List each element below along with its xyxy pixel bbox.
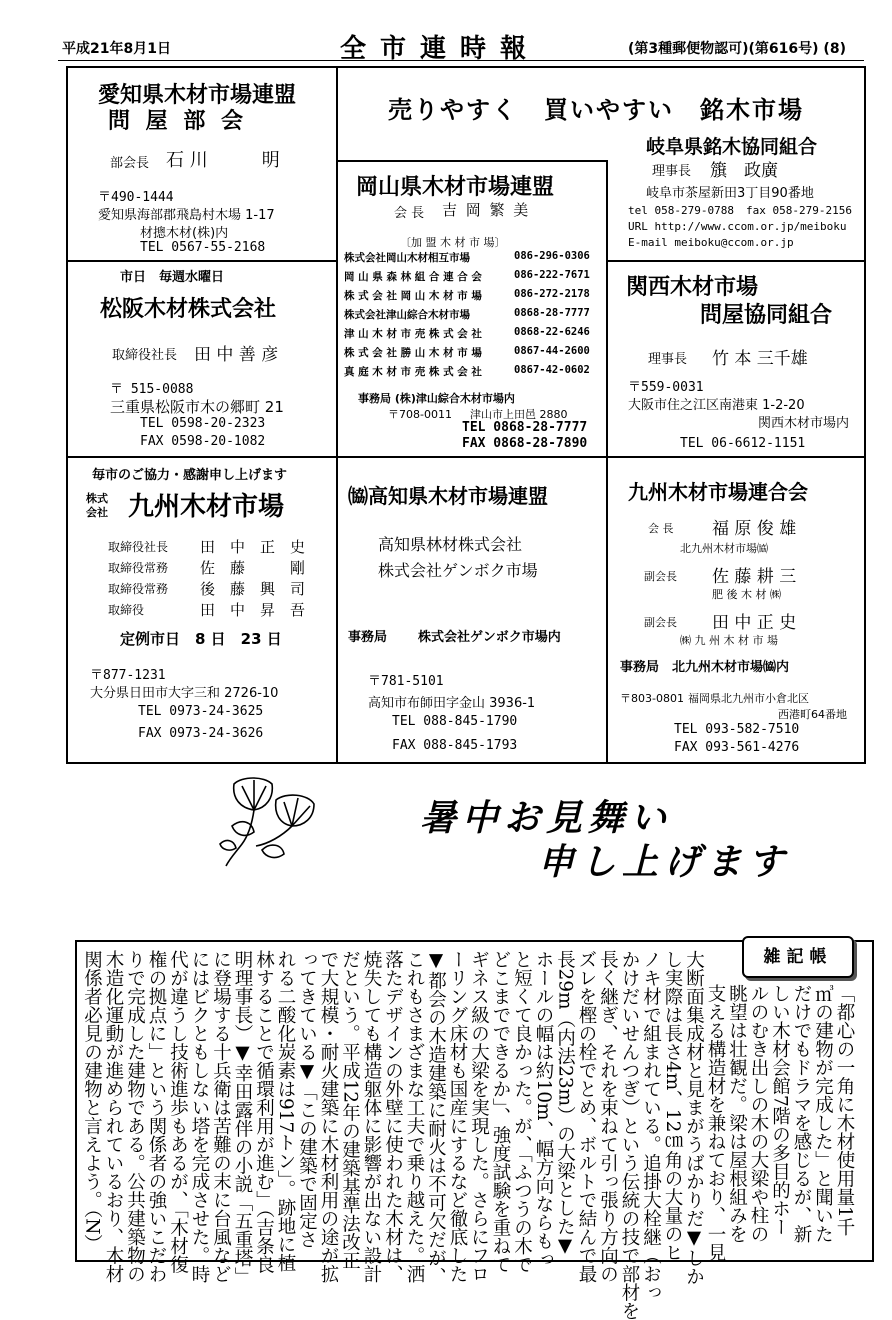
zakki-column-line: 「都心の一角に木材使用量1千	[834, 984, 855, 1237]
zakki-column-line: ギネス級の大梁を実現した。さらにフロ	[468, 950, 490, 1283]
okayama-member-tel: 086-296-0306	[514, 250, 590, 262]
ad-kochi-member1: 高知県林材株式会社	[378, 535, 523, 554]
ad-meiboku-role: 理事長	[652, 164, 692, 179]
okayama-member-tel: 086-222-7671	[514, 269, 590, 281]
morning-glory-illustration	[212, 774, 332, 870]
ad-kansai-name2: 問屋協同組合	[700, 303, 833, 328]
zakki-column-line: 支える構造材を兼ねており、一見	[705, 984, 726, 1262]
zakki-column-line: 落たデザインの外壁に使われた木材は、	[382, 950, 404, 1283]
issue-info: (第3種郵便物認可)(第616号) (8)	[628, 41, 846, 57]
ad-kochi-fax: FAX 088-845-1793	[392, 738, 518, 753]
okayama-member-name: 株 式 会 社 勝 山 木 材 市 場	[344, 347, 482, 359]
ad-okayama-tel: TEL 0868-28-7777	[462, 420, 588, 435]
ad-matsusaka	[66, 260, 338, 458]
ad-kyushu-union	[606, 456, 866, 764]
ad-matsusaka-address: 三重県松阪市木の郷町 21	[110, 398, 284, 416]
greeting-line2: 申し上げます	[538, 841, 791, 883]
ad-kyushu-prefix2: 会社	[86, 506, 108, 519]
ad-kyushu-thanks: 毎市のご協力・感謝申し上げます	[92, 468, 288, 483]
ad-kochi-member2: 株式会社ゲンボク市場	[378, 561, 538, 580]
zakki-column-line: ズレを樫の栓でとめ、ボルトで結んで最	[576, 950, 597, 1283]
newspaper-title: 全市連時報	[340, 34, 541, 64]
issue-date: 平成21年8月1日	[62, 41, 171, 57]
okayama-member-name: 岡 山 県 森 林 組 合 連 合 会	[344, 271, 482, 283]
ad-kyushu-union-org2: 肥 後 木 材 ㈱	[712, 588, 781, 601]
ad-kyushu-fax: FAX 0973-24-3626	[138, 726, 264, 741]
ad-kyushu-address: 大分県日田市大字三和 2726-10	[90, 686, 279, 701]
zakki-column-line: ノキ材で組まれている。追掛大栓継（おっ	[640, 950, 662, 1302]
zakki-column-line: ㎥の建物が完成した」と聞いた	[812, 984, 834, 1243]
zakki-column-line: ーリング床材も国産にするなど徹底した	[447, 950, 468, 1283]
ad-kyushu-union-office: 事務局 北九州木材市場㈿内	[620, 660, 790, 675]
ad-kochi-tel: TEL 088-845-1790	[392, 714, 518, 729]
zakki-column-line: りで完成した建物である。公共建築物の	[124, 950, 146, 1283]
ad-kansai	[606, 260, 866, 458]
ad-kyushu-union-name: 九州木材市場連合会	[628, 480, 808, 504]
ad-meiboku-slogan: 売りやすく 買いやすい 銘木市場	[388, 95, 804, 124]
ad-aichi-postal: 〒490-1444	[98, 190, 174, 205]
ad-meiboku-email: E-mail meiboku@ccom.or.jp	[628, 236, 794, 249]
okayama-member-name: 株式会社岡山木材相互市場	[344, 252, 470, 264]
ad-okayama-name: 岡山県木材市場連盟	[356, 175, 555, 200]
ad-kyushu-union-fax: FAX 093-561-4276	[674, 740, 800, 755]
ad-kansai-person: 竹 本 三千雄	[712, 349, 808, 369]
ad-kansai-address: 大阪市住之江区南港東 1-2-20	[628, 398, 805, 413]
zakki-column-line: 大断面集成材と見まがうばかりだ▼しか	[683, 950, 705, 1286]
zakki-column-line: 権の拠点に」という関係者の強いこだわ	[146, 950, 167, 1283]
okayama-member-name: 真 庭 木 材 市 売 株 式 会 社	[344, 366, 482, 378]
ad-kyushu-union-role3: 副会長	[644, 616, 677, 629]
kyushu-officer-role: 取締役常務	[108, 582, 169, 596]
ad-aichi-name1: 愛知県木材市場連盟	[98, 83, 297, 108]
okayama-member-name: 株式会社津山綜合木材市場	[344, 309, 470, 321]
kyushu-officer-role: 取締役社長	[108, 540, 169, 554]
okayama-member-tel: 086-272-2178	[514, 288, 590, 300]
ad-kochi-address: 高知市布師田字金山 3936-1	[368, 696, 536, 711]
okayama-member-name: 津 山 木 材 市 売 株 式 会 社	[344, 328, 482, 340]
zakki-column-line: 長く継ぎ、それを束ねて引っ張り方向の	[597, 950, 619, 1283]
ad-aichi-person: 石 川 明	[166, 150, 280, 171]
okayama-member-row	[344, 326, 602, 341]
zakki-label: 雑記帳	[742, 936, 854, 978]
zakki-column-line: 関係者必見の建物と言えよう。（N）	[81, 950, 103, 1253]
ad-meiboku-body	[606, 126, 866, 262]
ad-kyushu-union-org1: 北九州木材市場㈿	[680, 542, 768, 555]
ad-kyushu-union-person2: 佐 藤 耕 三	[712, 567, 797, 587]
ad-okayama-office: 事務局 (株)津山綜合木材市場内	[358, 392, 515, 405]
zakki-column-line: ってきている▼「この建築で固定さ	[296, 950, 318, 1249]
ad-meiboku-tel: tel 058-279-0788	[628, 204, 734, 217]
zakki-column-line: し実際は長さ4m、12㎝角の大量のヒ	[662, 950, 683, 1262]
ad-kyushu-union-org3: ㈱ 九 州 木 材 市 場	[680, 634, 778, 647]
ad-meiboku-fax: fax 058-279-2156	[746, 204, 852, 217]
ad-okayama-address: 津山市上田邑 2880	[470, 408, 568, 421]
ad-aichi-address2: 材摠木材(株)内	[140, 226, 229, 241]
ad-meiboku-org: 岐阜県銘木協同組合	[646, 136, 818, 158]
ad-kyushu-union-person3: 田 中 正 史	[712, 613, 797, 633]
zakki-column-line: と短くて良かった。が、「ふつうの木で	[511, 950, 533, 1274]
okayama-member-tel: 0868-28-7777	[514, 307, 590, 319]
okayama-member-row	[344, 307, 602, 322]
okayama-member-row	[344, 364, 602, 379]
kyushu-officer-person: 後 藤 興 司	[200, 580, 306, 598]
ad-okayama-person: 吉 岡 繁 美	[442, 201, 531, 219]
ad-kochi-name: ㈿高知県木材市場連盟	[348, 484, 548, 508]
ad-aichi	[66, 66, 338, 262]
ad-matsusaka-person: 田 中 善 彦	[194, 345, 279, 365]
ad-kyushu-prefix1: 株式	[86, 492, 108, 505]
okayama-member-tel: 0867-42-0602	[514, 364, 590, 376]
zakki-column-line: にはビクともしない塔を完成させた。時	[189, 950, 210, 1283]
zakki-column-line: どこまでできるか」、強度試験を重ねて	[490, 950, 511, 1274]
zakki-column-line: 焼失しても構造躯体に影響が出ない設計	[361, 950, 382, 1283]
ad-matsusaka-fax: FAX 0598-20-1082	[140, 434, 266, 449]
ad-aichi-tel: TEL 0567-55-2168	[140, 240, 266, 255]
zakki-column-line: 林することで循環利用が進む」（吉条良	[253, 950, 275, 1274]
kyushu-officer-role: 取締役	[108, 603, 145, 617]
kyushu-officer-person: 田 中 正 史	[200, 538, 306, 556]
okayama-member-row	[344, 345, 602, 360]
ad-aichi-address: 愛知県海部郡飛島村木場 1-17	[98, 208, 275, 223]
ad-kyushu-union-role1: 会 長	[648, 522, 674, 535]
header-rule	[58, 60, 864, 61]
ad-kyushu-union-person1: 福 原 俊 雄	[712, 519, 797, 539]
ad-kyushu-name: 九州木材市場	[128, 492, 285, 522]
okayama-member-row	[344, 250, 602, 265]
kyushu-officer-person: 佐 藤 剛	[200, 559, 306, 577]
zakki-column-line: ▼都会の木造建築に耐火は不可欠だが、	[425, 950, 447, 1286]
ad-kyushu-postal: 〒877-1231	[90, 668, 166, 683]
zakki-column-line: 眺望は壮観だ。梁は屋根組みを	[726, 984, 748, 1243]
ad-kyushu-union-tel: TEL 093-582-7510	[674, 722, 800, 737]
zakki-column-line: 木造化運動が進められているおり、木材	[103, 950, 124, 1283]
ad-kansai-address2: 関西木材市場内	[758, 416, 850, 431]
ad-kansai-role: 理事長	[648, 352, 688, 367]
okayama-member-row	[344, 288, 602, 303]
ad-kochi	[336, 456, 608, 764]
ad-kyushu	[66, 456, 338, 764]
ad-meiboku-address: 岐阜市茶屋新田3丁目90番地	[646, 186, 814, 201]
okayama-member-tel: 0867-44-2600	[514, 345, 590, 357]
zakki-column-line: これもさまざまな工夫で乗り越えた。洒	[404, 950, 425, 1283]
ad-okayama-sub: 〔加 盟 木 材 市 場〕	[400, 236, 506, 249]
ad-okayama-postal: 〒708-0011	[388, 408, 452, 421]
kyushu-officer-person: 田 中 昇 吾	[200, 601, 306, 619]
ad-matsusaka-tel: TEL 0598-20-2323	[140, 416, 266, 431]
zakki-column-line: かけだいせんつぎ）という伝統の技で部材を	[619, 950, 640, 1320]
okayama-member-name: 株 式 会 社 岡 山 木 材 市 場	[344, 290, 482, 302]
zakki-column-line: 代が違うし技術進歩もあるが、「木材復	[167, 950, 189, 1274]
zakki-column-line: ホールの幅は約10m、幅方向ならもっ	[533, 950, 554, 1269]
okayama-member-tel: 0868-22-6246	[514, 326, 590, 338]
zakki-column-line: だけでもドラマを感じるが、新	[791, 984, 812, 1243]
kyushu-officer-role: 取締役常務	[108, 561, 169, 575]
ad-aichi-role: 部会長	[110, 156, 150, 171]
ad-okayama-fax: FAX 0868-28-7890	[462, 436, 588, 451]
ad-kansai-tel: TEL 06-6612-1151	[680, 436, 806, 451]
okayama-member-row	[344, 269, 602, 284]
ad-kochi-office-label: 事務局	[348, 630, 388, 645]
ad-kyushu-union-address2: 西港町64番地	[778, 708, 847, 721]
ad-kochi-office: 株式会社ゲンボク市場内	[418, 630, 561, 645]
zakki-column-line: に登場する十兵衛は苦難の末に台風など	[210, 950, 232, 1283]
ad-kyushu-tel: TEL 0973-24-3625	[138, 704, 264, 719]
zakki-column-line: 長29m（内法23m）の大梁とした▼	[554, 950, 576, 1257]
zakki-column-line: だという。平成12年の建築基準法改正	[339, 950, 361, 1270]
ad-matsusaka-postal: 〒 515-0088	[110, 382, 194, 397]
ad-meiboku-url: URL http://www.ccom.or.jp/meiboku	[628, 220, 847, 233]
zakki-column-line: れる二酸化炭素は917トン」。跡地に植	[275, 950, 296, 1273]
ad-aichi-name2: 問 屋 部 会	[108, 109, 247, 134]
ad-kyushu-union-address: 福岡県北九州市小倉北区	[688, 692, 809, 705]
ad-matsusaka-day: 市日 毎週水曜日	[120, 270, 225, 285]
zakki-column-line: ルのむき出しの木の大梁や柱の	[748, 984, 769, 1243]
ad-kansai-name1: 関西木材市場	[626, 275, 759, 300]
ad-kansai-postal: 〒559-0031	[628, 380, 704, 395]
zakki-column-line: 明理事長）▼幸田露伴の小説「五重塔」	[232, 950, 253, 1286]
ad-matsusaka-role: 取締役社長	[112, 348, 178, 363]
ad-kyushu-union-postal: 〒803-0801	[620, 692, 684, 705]
ad-kochi-postal: 〒781-5101	[368, 674, 444, 689]
zakki-column-line: で大規模・耐火建築に木材利用の途が拡	[318, 950, 339, 1283]
greeting-line1: 暑中お見舞い	[420, 797, 673, 839]
ad-matsusaka-name: 松阪木材株式会社	[100, 297, 277, 322]
ad-okayama-role: 会 長	[394, 206, 425, 221]
ad-kyushu-union-role2: 副会長	[644, 570, 677, 583]
ad-okayama	[336, 160, 608, 458]
zakki-column-line: しい木材会館7階の多目的ホー	[769, 984, 791, 1237]
ad-meiboku-person: 籏 政廣	[710, 161, 778, 181]
ad-kyushu-day: 定例市日 8 日 23 日	[120, 630, 282, 648]
